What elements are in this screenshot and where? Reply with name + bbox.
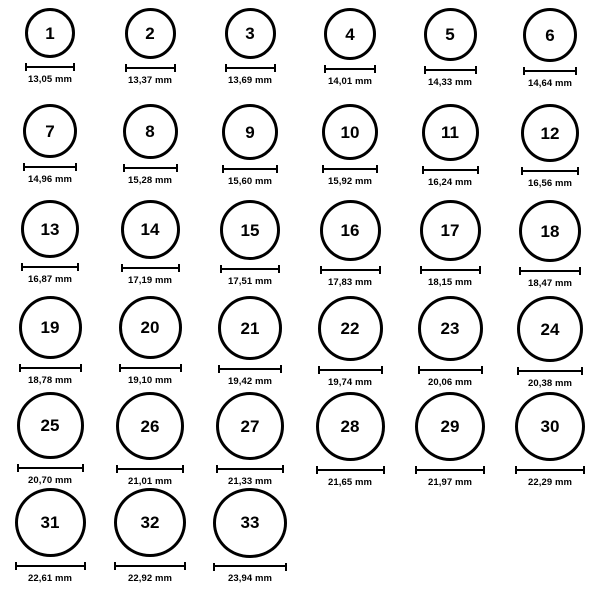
ring-circle	[116, 392, 184, 460]
measure-cap-right	[285, 563, 287, 571]
ring-size-number: 24	[540, 319, 560, 339]
measure-cap-right	[577, 167, 579, 175]
diameter-label: 15,60 mm	[227, 176, 273, 187]
measure-line	[220, 268, 280, 270]
diameter-label: 21,97 mm	[427, 477, 473, 488]
ring-size-number: 11	[441, 123, 459, 142]
diameter-label: 18,47 mm	[527, 278, 573, 289]
diameter-measure-bar	[320, 266, 381, 274]
diameter-measure-bar	[121, 264, 180, 272]
measure-cap-right	[381, 366, 383, 374]
ring-size-number: 9	[245, 122, 255, 142]
ring-circle	[213, 488, 287, 558]
measure-cap-left	[322, 165, 324, 173]
measure-line	[15, 565, 86, 567]
ring-size-number: 33	[240, 513, 260, 533]
measure-cap-right	[379, 266, 381, 274]
ring-size-cell	[100, 488, 200, 584]
diameter-measure-bar	[415, 466, 485, 474]
measure-line	[415, 469, 485, 471]
measure-line	[523, 70, 577, 72]
measure-cap-right	[82, 464, 84, 472]
ring-circle	[523, 8, 577, 62]
measure-line	[23, 166, 77, 168]
measure-cap-left	[324, 65, 326, 73]
measure-line	[119, 367, 182, 369]
ring-size-number: 2	[145, 24, 155, 43]
ring-size-number: 22	[340, 319, 360, 338]
measure-cap-right	[481, 366, 483, 374]
diameter-measure-bar	[521, 167, 579, 175]
ring-size-number: 8	[145, 122, 155, 141]
measure-cap-right	[182, 465, 184, 473]
measure-line	[125, 67, 176, 69]
ring-size-cell	[200, 8, 300, 104]
diameter-label: 16,87 mm	[27, 274, 73, 285]
diameter-label: 19,10 mm	[127, 375, 173, 386]
measure-line	[218, 368, 282, 370]
measure-cap-right	[280, 365, 282, 373]
measure-cap-left	[424, 66, 426, 74]
measure-cap-left	[320, 266, 322, 274]
measure-line	[515, 469, 585, 471]
measure-line	[424, 69, 477, 71]
ring-size-number: 17	[440, 221, 460, 240]
ring-size-number: 29	[440, 417, 460, 437]
measure-line	[521, 170, 579, 172]
measure-cap-left	[415, 466, 417, 474]
diameter-measure-bar	[324, 65, 376, 73]
ring-size-cell	[0, 296, 100, 392]
ring-size-cell	[0, 392, 100, 488]
measure-cap-left	[119, 364, 121, 372]
ring-size-cell	[100, 392, 200, 488]
ring-size-number: 21	[240, 318, 260, 338]
ring-size-number: 18	[540, 221, 560, 241]
measure-line	[213, 565, 287, 567]
measure-cap-left	[114, 562, 116, 570]
measure-line	[121, 267, 180, 269]
ring-size-number: 30	[540, 417, 560, 437]
ring-size-cell	[200, 488, 300, 584]
ring-circle	[424, 8, 477, 61]
diameter-measure-bar	[515, 466, 585, 474]
ring-circle	[119, 296, 182, 359]
ring-size-number: 3	[245, 24, 255, 43]
ring-size-cell	[0, 8, 100, 104]
ring-circle	[322, 104, 378, 160]
ring-circle	[415, 392, 485, 461]
measure-cap-left	[521, 167, 523, 175]
measure-cap-right	[278, 265, 280, 273]
ring-circle	[324, 8, 376, 60]
measure-cap-right	[80, 364, 82, 372]
ring-size-cell	[500, 296, 600, 392]
ring-circle	[25, 8, 75, 58]
measure-line	[322, 168, 378, 170]
diameter-measure-bar	[222, 165, 278, 173]
ring-circle	[420, 200, 481, 261]
measure-cap-left	[519, 267, 521, 275]
ring-size-cell	[100, 104, 200, 200]
measure-cap-right	[174, 64, 176, 72]
ring-circle	[521, 104, 579, 162]
ring-circle	[519, 200, 581, 262]
ring-circle	[316, 392, 385, 461]
ring-size-cell	[100, 296, 200, 392]
measure-cap-right	[180, 364, 182, 372]
diameter-measure-bar	[19, 364, 82, 372]
measure-cap-right	[77, 263, 79, 271]
diameter-label: 15,92 mm	[327, 176, 373, 187]
ring-size-number: 5	[445, 25, 455, 44]
diameter-measure-bar	[523, 67, 577, 75]
ring-circle	[218, 296, 282, 360]
ring-size-cell	[200, 200, 300, 296]
measure-line	[418, 369, 483, 371]
ring-size-number: 15	[240, 220, 260, 240]
diameter-label: 20,70 mm	[27, 475, 73, 486]
diameter-label: 22,61 mm	[27, 573, 73, 584]
diameter-measure-bar	[519, 267, 581, 275]
measure-cap-left	[125, 64, 127, 72]
ring-size-number: 12	[540, 123, 560, 143]
diameter-measure-bar	[17, 464, 84, 472]
diameter-measure-bar	[25, 63, 75, 71]
measure-line	[316, 469, 385, 471]
ring-circle	[222, 104, 278, 160]
measure-cap-right	[583, 466, 585, 474]
diameter-measure-bar	[322, 165, 378, 173]
measure-cap-left	[220, 265, 222, 273]
ring-size-number: 19	[40, 318, 60, 337]
diameter-measure-bar	[213, 563, 287, 570]
measure-cap-right	[383, 466, 385, 474]
diameter-label: 16,24 mm	[427, 177, 473, 188]
diameter-label: 21,33 mm	[227, 476, 273, 487]
ring-size-cell	[300, 104, 400, 200]
measure-cap-right	[184, 562, 186, 570]
measure-cap-left	[213, 563, 215, 571]
ring-size-cell	[0, 104, 100, 200]
diameter-measure-bar	[422, 166, 479, 174]
diameter-label: 14,33 mm	[427, 77, 473, 88]
diameter-measure-bar	[125, 64, 176, 72]
diameter-measure-bar	[216, 465, 284, 473]
measure-cap-left	[420, 266, 422, 274]
measure-cap-right	[75, 163, 77, 171]
diameter-label: 20,06 mm	[427, 377, 473, 388]
measure-line	[222, 168, 278, 170]
ring-size-cell	[300, 392, 400, 488]
diameter-measure-bar	[420, 266, 481, 274]
measure-cap-left	[418, 366, 420, 374]
ring-circle	[515, 392, 585, 461]
ring-size-number: 10	[340, 122, 360, 142]
diameter-measure-bar	[316, 466, 385, 474]
measure-cap-left	[316, 466, 318, 474]
measure-line	[422, 169, 479, 171]
ring-circle	[21, 200, 79, 258]
diameter-measure-bar	[218, 365, 282, 373]
measure-cap-left	[523, 67, 525, 75]
ring-size-number: 23	[440, 319, 460, 338]
diameter-label: 21,01 mm	[127, 476, 173, 487]
ring-size-cell	[500, 392, 600, 488]
ring-circle	[318, 296, 383, 361]
diameter-label: 15,28 mm	[127, 175, 173, 186]
measure-line	[225, 67, 276, 69]
diameter-measure-bar	[517, 367, 583, 375]
diameter-measure-bar	[21, 263, 79, 271]
ring-size-cell	[500, 104, 600, 200]
measure-cap-left	[21, 263, 23, 271]
ring-size-cell	[200, 392, 300, 488]
measure-cap-right	[579, 267, 581, 275]
measure-line	[114, 565, 186, 567]
diameter-measure-bar	[220, 265, 280, 273]
ring-size-cell	[300, 8, 400, 104]
ring-circle	[517, 296, 583, 362]
diameter-label: 19,42 mm	[227, 376, 273, 387]
measure-line	[320, 269, 381, 271]
diameter-label: 13,37 mm	[127, 75, 173, 86]
ring-size-number: 6	[545, 25, 555, 45]
measure-cap-right	[176, 164, 178, 172]
ring-circle	[422, 104, 479, 161]
ring-circle	[216, 392, 284, 460]
ring-size-cell	[400, 392, 500, 488]
ring-circle	[125, 8, 176, 59]
diameter-label: 17,19 mm	[127, 275, 173, 286]
measure-cap-right	[274, 64, 276, 72]
measure-line	[324, 68, 376, 70]
diameter-label: 18,15 mm	[427, 277, 473, 288]
measure-line	[21, 266, 79, 268]
diameter-label: 22,29 mm	[527, 477, 573, 488]
diameter-label: 23,94 mm	[227, 573, 273, 584]
ring-size-cell	[0, 488, 100, 584]
measure-cap-left	[517, 367, 519, 375]
ring-size-number: 4	[345, 24, 355, 44]
ring-size-cell	[200, 296, 300, 392]
measure-cap-right	[483, 466, 485, 474]
diameter-label: 21,65 mm	[327, 477, 373, 488]
diameter-measure-bar	[318, 366, 383, 374]
diameter-measure-bar	[424, 66, 477, 74]
measure-line	[19, 367, 82, 369]
ring-size-cell	[500, 8, 600, 104]
ring-size-cell	[0, 200, 100, 296]
diameter-measure-bar	[15, 562, 86, 570]
ring-size-number: 20	[140, 318, 160, 337]
measure-cap-right	[282, 465, 284, 473]
measure-cap-left	[121, 264, 123, 272]
diameter-label: 17,51 mm	[227, 276, 273, 287]
ring-size-cell	[400, 8, 500, 104]
diameter-label: 19,74 mm	[327, 377, 373, 388]
diameter-label: 17,83 mm	[327, 277, 373, 288]
measure-cap-left	[515, 466, 517, 474]
ring-size-number: 1	[45, 23, 55, 43]
ring-circle	[225, 8, 276, 59]
ring-size-number: 31	[40, 513, 60, 533]
measure-line	[116, 468, 184, 470]
diameter-measure-bar	[114, 562, 186, 570]
diameter-measure-bar	[23, 163, 77, 171]
ring-circle	[23, 104, 77, 158]
diameter-label: 14,01 mm	[327, 76, 373, 87]
ring-circle	[121, 200, 180, 259]
measure-cap-right	[477, 166, 479, 174]
ring-size-cell	[400, 104, 500, 200]
ring-circle	[220, 200, 280, 260]
measure-cap-right	[376, 165, 378, 173]
measure-line	[519, 270, 581, 272]
ring-size-cell	[400, 296, 500, 392]
measure-cap-right	[84, 562, 86, 570]
ring-size-number: 7	[45, 121, 55, 141]
diameter-label: 20,38 mm	[527, 378, 573, 389]
ring-circle	[15, 488, 86, 557]
diameter-measure-bar	[123, 164, 178, 172]
diameter-label: 16,56 mm	[527, 178, 573, 189]
measure-cap-left	[218, 365, 220, 373]
ring-size-number: 14	[140, 220, 160, 239]
ring-circle	[418, 296, 483, 361]
measure-line	[123, 167, 178, 169]
ring-size-cell	[400, 200, 500, 296]
ring-circle	[320, 200, 381, 261]
ring-size-cell	[200, 104, 300, 200]
measure-line	[25, 66, 75, 68]
measure-cap-left	[25, 63, 27, 71]
diameter-measure-bar	[119, 364, 182, 372]
measure-cap-left	[123, 164, 125, 172]
measure-cap-left	[225, 64, 227, 72]
measure-line	[517, 370, 583, 372]
ring-size-number: 26	[140, 416, 160, 436]
measure-cap-left	[19, 364, 21, 372]
measure-cap-right	[73, 63, 75, 71]
ring-circle	[17, 392, 84, 459]
measure-cap-right	[581, 367, 583, 375]
measure-cap-right	[475, 66, 477, 74]
diameter-label: 14,96 mm	[27, 174, 73, 185]
ring-size-cell	[100, 8, 200, 104]
measure-line	[318, 369, 383, 371]
ring-size-number: 28	[340, 417, 360, 436]
measure-cap-right	[178, 264, 180, 272]
ring-size-number: 13	[40, 219, 60, 239]
measure-cap-left	[422, 166, 424, 174]
diameter-measure-bar	[225, 64, 276, 72]
measure-line	[17, 467, 84, 469]
ring-size-cell	[300, 200, 400, 296]
measure-cap-left	[318, 366, 320, 374]
measure-cap-right	[374, 65, 376, 73]
ring-circle	[114, 488, 186, 557]
measure-cap-left	[17, 464, 19, 472]
diameter-measure-bar	[418, 366, 483, 374]
ring-size-number: 27	[240, 416, 260, 436]
diameter-label: 18,78 mm	[27, 375, 73, 386]
ring-circle	[19, 296, 82, 359]
measure-line	[420, 269, 481, 271]
diameter-label: 14,64 mm	[527, 78, 573, 89]
measure-cap-left	[116, 465, 118, 473]
ring-size-cell	[300, 296, 400, 392]
measure-cap-right	[276, 165, 278, 173]
measure-cap-right	[575, 67, 577, 75]
diameter-label: 13,05 mm	[27, 74, 73, 85]
ring-size-number: 25	[40, 416, 60, 435]
diameter-label: 13,69 mm	[227, 75, 273, 86]
diameter-label: 22,92 mm	[127, 573, 173, 584]
ring-circle	[123, 104, 178, 159]
measure-cap-left	[15, 562, 17, 570]
ring-size-cell	[100, 200, 200, 296]
ring-size-number: 32	[140, 513, 160, 533]
measure-cap-left	[23, 163, 25, 171]
diameter-measure-bar	[116, 465, 184, 473]
ring-size-cell	[500, 200, 600, 296]
measure-cap-left	[222, 165, 224, 173]
ring-size-number: 16	[340, 221, 360, 240]
measure-cap-left	[216, 465, 218, 473]
measure-line	[216, 468, 284, 470]
measure-cap-right	[479, 266, 481, 274]
